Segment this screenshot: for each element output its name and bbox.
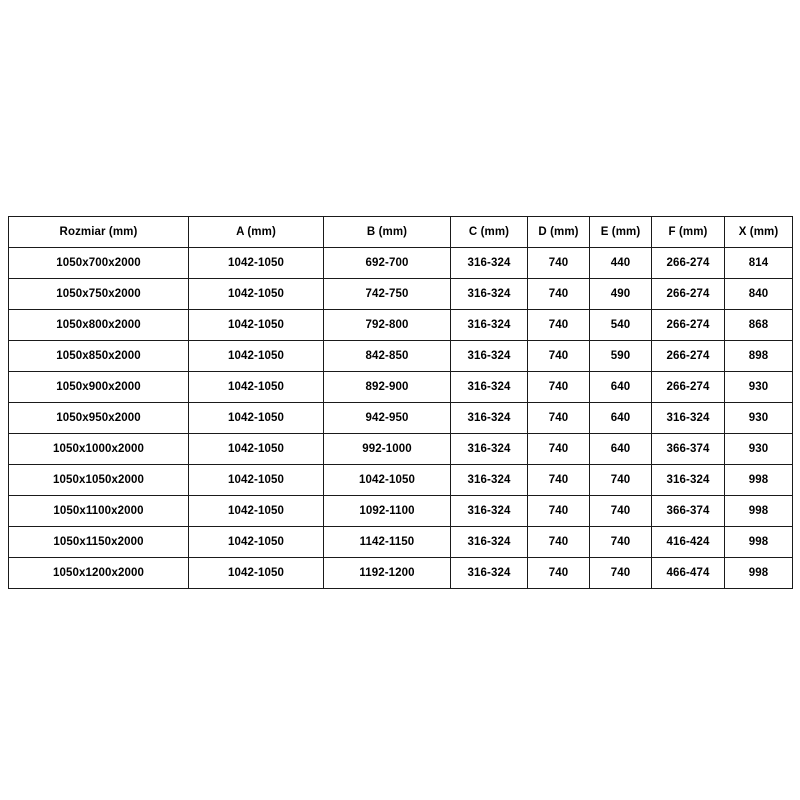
table-row	[9, 527, 793, 558]
cell-x: 930	[725, 434, 793, 465]
table-row	[9, 403, 793, 434]
spec-table-container	[8, 216, 792, 589]
cell-e: 490	[590, 279, 652, 310]
column-header-e: E (mm)	[590, 217, 652, 248]
cell-size: 1050x1000x2000	[9, 434, 189, 465]
column-header-rozmiar: Rozmiar (mm)	[9, 217, 189, 248]
cell-e: 440	[590, 248, 652, 279]
cell-a: 1042-1050	[189, 527, 324, 558]
cell-x: 998	[725, 558, 793, 589]
table-header	[9, 217, 793, 248]
cell-x: 840	[725, 279, 793, 310]
cell-x: 814	[725, 248, 793, 279]
cell-a: 1042-1050	[189, 248, 324, 279]
column-header-x: X (mm)	[725, 217, 793, 248]
cell-e: 740	[590, 465, 652, 496]
cell-a: 1042-1050	[189, 372, 324, 403]
cell-f: 316-324	[652, 403, 725, 434]
table-row	[9, 434, 793, 465]
cell-d: 740	[528, 341, 590, 372]
cell-c: 316-324	[451, 496, 528, 527]
table-row	[9, 496, 793, 527]
cell-size: 1050x1050x2000	[9, 465, 189, 496]
cell-d: 740	[528, 403, 590, 434]
cell-a: 1042-1050	[189, 465, 324, 496]
cell-f: 266-274	[652, 372, 725, 403]
cell-b: 1192-1200	[324, 558, 451, 589]
cell-size: 1050x900x2000	[9, 372, 189, 403]
cell-size: 1050x700x2000	[9, 248, 189, 279]
cell-b: 692-700	[324, 248, 451, 279]
cell-size: 1050x1200x2000	[9, 558, 189, 589]
cell-c: 316-324	[451, 558, 528, 589]
cell-e: 640	[590, 372, 652, 403]
cell-d: 740	[528, 434, 590, 465]
cell-f: 266-274	[652, 279, 725, 310]
cell-d: 740	[528, 527, 590, 558]
table-row	[9, 558, 793, 589]
column-header-c: C (mm)	[451, 217, 528, 248]
cell-f: 366-374	[652, 496, 725, 527]
table-row	[9, 341, 793, 372]
cell-d: 740	[528, 248, 590, 279]
cell-b: 942-950	[324, 403, 451, 434]
cell-a: 1042-1050	[189, 341, 324, 372]
cell-e: 740	[590, 496, 652, 527]
cell-b: 992-1000	[324, 434, 451, 465]
table-row	[9, 310, 793, 341]
cell-d: 740	[528, 558, 590, 589]
cell-d: 740	[528, 496, 590, 527]
cell-size: 1050x1100x2000	[9, 496, 189, 527]
cell-a: 1042-1050	[189, 279, 324, 310]
cell-c: 316-324	[451, 403, 528, 434]
cell-d: 740	[528, 310, 590, 341]
cell-f: 366-374	[652, 434, 725, 465]
cell-d: 740	[528, 279, 590, 310]
cell-d: 740	[528, 372, 590, 403]
cell-c: 316-324	[451, 279, 528, 310]
column-header-d: D (mm)	[528, 217, 590, 248]
cell-c: 316-324	[451, 434, 528, 465]
table-body	[9, 248, 793, 589]
table-row	[9, 372, 793, 403]
cell-size: 1050x850x2000	[9, 341, 189, 372]
column-header-a: A (mm)	[189, 217, 324, 248]
cell-b: 1042-1050	[324, 465, 451, 496]
cell-e: 740	[590, 527, 652, 558]
cell-x: 930	[725, 372, 793, 403]
table-row	[9, 248, 793, 279]
table-row	[9, 465, 793, 496]
cell-a: 1042-1050	[189, 558, 324, 589]
cell-x: 868	[725, 310, 793, 341]
cell-b: 1142-1150	[324, 527, 451, 558]
cell-c: 316-324	[451, 465, 528, 496]
cell-e: 640	[590, 434, 652, 465]
cell-f: 416-424	[652, 527, 725, 558]
column-header-b: B (mm)	[324, 217, 451, 248]
cell-c: 316-324	[451, 248, 528, 279]
dimension-table	[8, 216, 793, 589]
table-row	[9, 279, 793, 310]
cell-e: 590	[590, 341, 652, 372]
cell-a: 1042-1050	[189, 310, 324, 341]
cell-f: 316-324	[652, 465, 725, 496]
cell-a: 1042-1050	[189, 434, 324, 465]
cell-x: 898	[725, 341, 793, 372]
cell-x: 998	[725, 465, 793, 496]
cell-b: 742-750	[324, 279, 451, 310]
cell-x: 930	[725, 403, 793, 434]
cell-e: 740	[590, 558, 652, 589]
cell-size: 1050x750x2000	[9, 279, 189, 310]
cell-f: 266-274	[652, 310, 725, 341]
table-header-row	[9, 217, 793, 248]
cell-b: 1092-1100	[324, 496, 451, 527]
cell-d: 740	[528, 465, 590, 496]
cell-e: 540	[590, 310, 652, 341]
cell-x: 998	[725, 527, 793, 558]
cell-b: 892-900	[324, 372, 451, 403]
cell-c: 316-324	[451, 341, 528, 372]
cell-size: 1050x950x2000	[9, 403, 189, 434]
cell-size: 1050x800x2000	[9, 310, 189, 341]
cell-x: 998	[725, 496, 793, 527]
cell-c: 316-324	[451, 372, 528, 403]
cell-f: 266-274	[652, 248, 725, 279]
cell-a: 1042-1050	[189, 403, 324, 434]
cell-e: 640	[590, 403, 652, 434]
cell-f: 466-474	[652, 558, 725, 589]
cell-size: 1050x1150x2000	[9, 527, 189, 558]
column-header-f: F (mm)	[652, 217, 725, 248]
cell-c: 316-324	[451, 527, 528, 558]
cell-c: 316-324	[451, 310, 528, 341]
cell-b: 842-850	[324, 341, 451, 372]
cell-b: 792-800	[324, 310, 451, 341]
cell-f: 266-274	[652, 341, 725, 372]
cell-a: 1042-1050	[189, 496, 324, 527]
